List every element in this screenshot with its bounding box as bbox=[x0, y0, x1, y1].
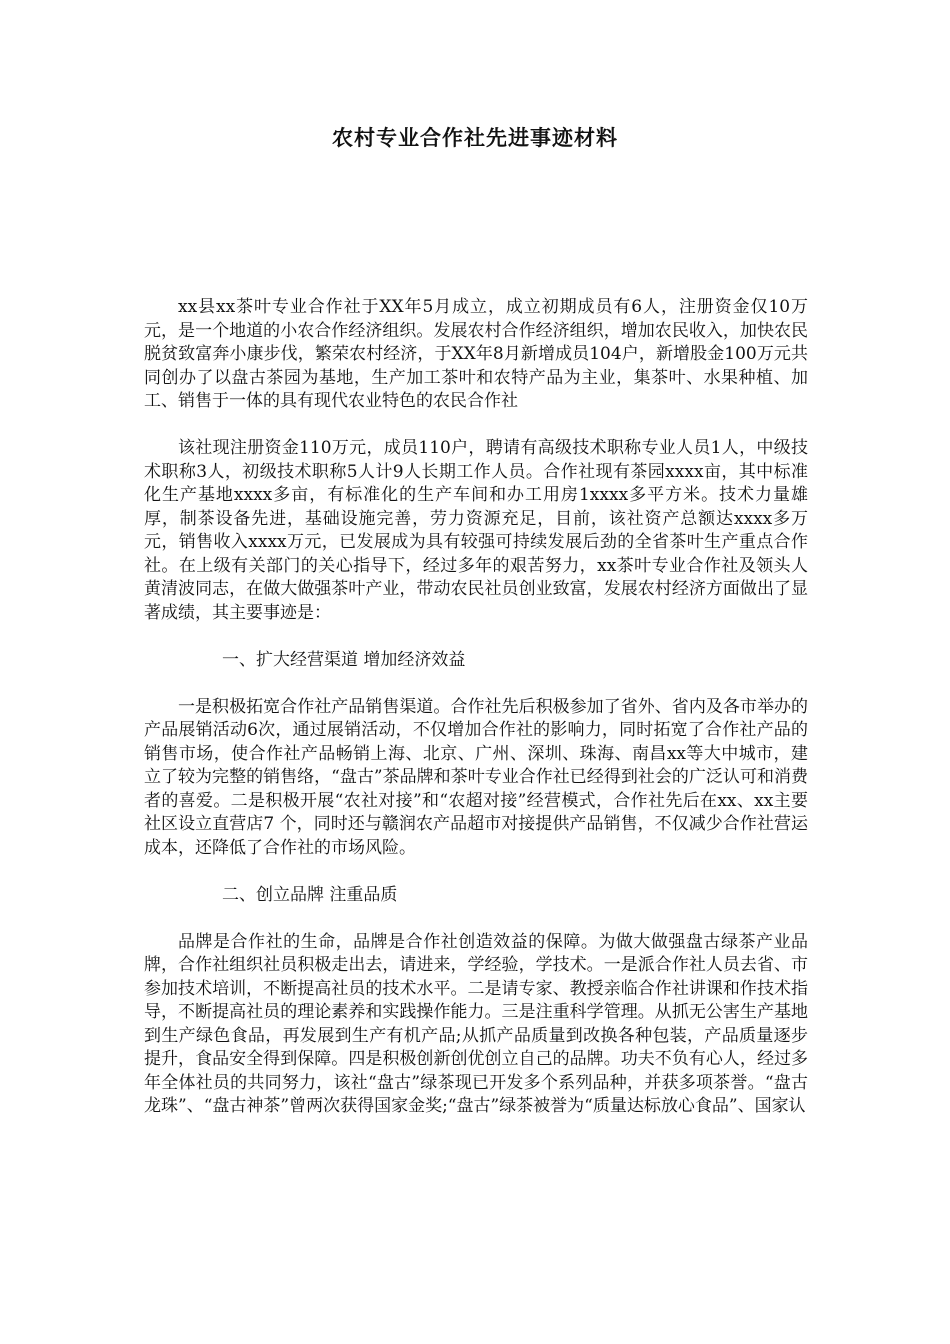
paragraph-intro: xx县xx茶叶专业合作社于XX年5月成立，成立初期成员有6人，注册资金仅10万元，是一个地道的小农合作经济组织。发展农村合作经济组织，增加农民收入，加快农民脱贫致富奔小康步伐，繁荣农村经济，于XX年8月新增成员104户，新增股金100万元共同创办了以盘古茶园为基地，生产加工茶叶和农特产品为主业，集茶叶、水果种植、加工、销售于一体的具有现代农业特色的农民合作社 bbox=[144, 297, 808, 411]
paragraph-brand-quality: 品牌是合作社的生命，品牌是合作社创造效益的保障。为做大做强盘古绿茶产业品牌，合作社组织社员积极走出去，请进来，学经验，学技术。一是派合作社人员去省、市参加技术培训，不断提高社员的技术水平。二是请专家、教授亲临合作社讲课和作技术指导，不断提高社员的理论素养和实践操作能力。三是注重科学管理。从抓无公害生产基地到生产绿色食品，再发展到生产有机产品;从抓产品质量到改换各种包装，产品质量逐步提升，食品安全得到保障。四是积极创新创优创立自己的品牌。功夫不负有心人，经过多年全体社员的共同努力，该社“盘古”绿茶现已开发多个系列品种，并获多项茶誉。“盘古龙珠”、“盘古神茶”曾两次获得国家金奖;“盘古”绿茶被誉为“质量达标放心食品”、国家认 bbox=[144, 931, 808, 1116]
document-body bbox=[144, 296, 808, 1142]
document-title: 农村专业合作社先进事迹材料 bbox=[332, 125, 618, 150]
section-heading-2: 二、创立品牌 注重品质 bbox=[222, 884, 398, 905]
paragraph-sales-channels: 一是积极拓宽合作社产品销售渠道。合作社先后积极参加了省外、省内及各市举办的产品展销活动6次，通过展销活动，不仅增加合作社的影响力，同时拓宽了合作社产品的销售市场，使合作社产品畅销上海、北京、广州、深圳、珠海、南昌xx等大中城市，建立了较为完整的销售络，“盘古”茶品牌和茶叶专业合作社已经得到社会的广泛认可和消费者的喜爱。二是积极开展“农社对接”和“农超对接”经营模式，合作社先后在xx、xx主要社区设立直营店7 个，同时还与赣润农产品超市对接提供产品销售，不仅减少合作社营运成本，还降低了合作社的市场风险。 bbox=[144, 696, 808, 858]
section-heading-1: 一、扩大经营渠道 增加经济效益 bbox=[222, 649, 466, 670]
paragraph-overview: 该社现注册资金110万元，成员110户，聘请有高级技术职称专业人员1人，中级技术职称3人，初级技术职称5人计9人长期工作人员。合作社现有茶园xxxx亩，其中标准化生产基地xxxx多亩，有标准化的生产车间和办工用房1xxxx多平方米。技术力量雄厚，制茶设备先进，基础设施完善，劳力资源充足，目前，该社资产总额达xxxx多万元，销售收入xxxx万元，已发展成为具有较强可持续发展后劲的全省茶叶生产重点合作社。在上级有关部门的关心指导下，经过多年的艰苦努力，xx茶叶专业合作社及领头人黄清波同志，在做大做强茶叶产业，带动农民社员创业致富，发展农村经济方面做出了显著成绩，其主要事迹是： bbox=[144, 438, 808, 623]
